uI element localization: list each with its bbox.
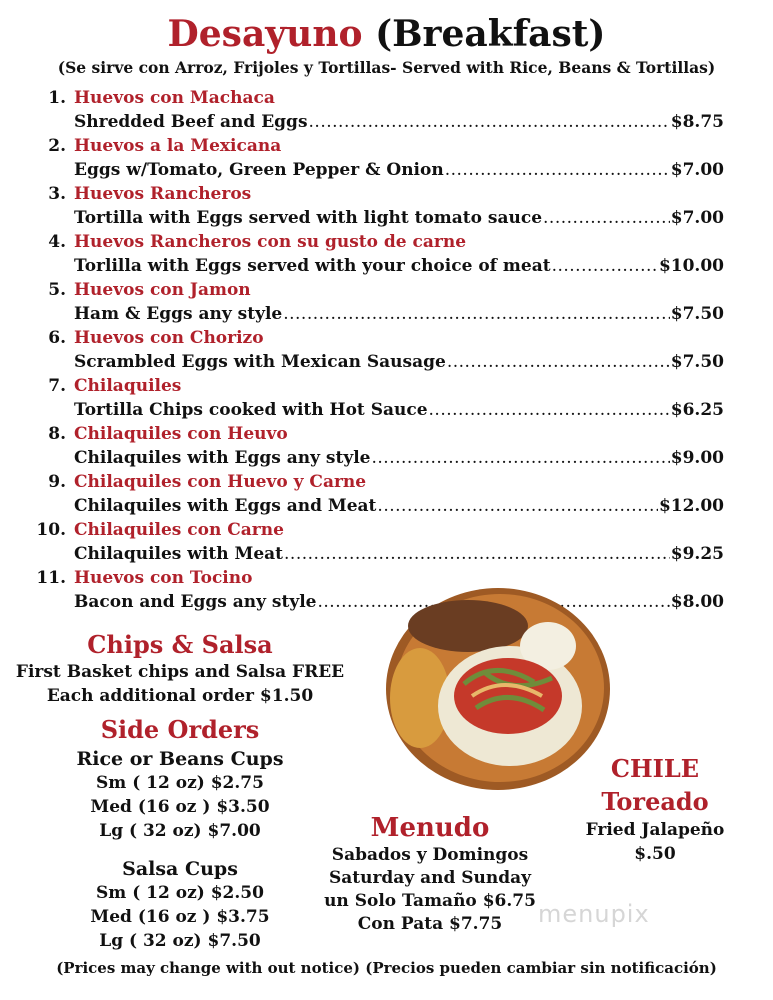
item-description: Tortilla Chips cooked with Hot Sauce [74,400,428,420]
menu-item [36,518,724,566]
item-price: $8.75 [670,112,724,132]
menupix-watermark: menupix [538,900,650,928]
dot-leader [309,110,670,134]
item-price: $7.00 [670,208,724,228]
item-description: Chilaquiles with Eggs and Meat [74,496,377,516]
item-number: 4. [48,232,66,252]
item-description: Chilaquiles with Meat [74,544,284,564]
item-description: Bacon and Eggs any style [74,592,317,612]
item-price: $7.50 [670,352,724,372]
item-description: Torlilla with Eggs served with your choice of meat [74,256,551,276]
salsa-cups-heading: Salsa Cups [122,858,238,880]
menu-item [40,470,724,518]
item-price: $9.00 [670,448,724,468]
side-orders-heading: Side Orders [100,715,260,744]
menu-item [40,182,724,230]
item-price: $9.25 [670,544,724,564]
item-description: Tortilla with Eggs served with light tomato sauce [74,208,543,228]
item-number: 2. [48,136,66,156]
title-spanish: Desayuno [167,13,363,55]
item-price: $7.00 [670,160,724,180]
dot-leader [552,254,658,278]
menu-item [40,374,724,422]
menu-item [40,134,724,182]
menu-item [40,278,724,326]
dot-leader [377,494,658,518]
item-name: Huevos con Machaca [74,88,275,108]
item-number: 5. [48,280,66,300]
salsa-medium-price: Med (16 oz ) $3.75 [90,907,270,927]
chips-additional-text: Each additional order $1.50 [46,686,314,706]
item-name: Huevos con Jamon [74,280,251,300]
dot-leader [445,158,670,182]
breakfast-menu-list [36,86,724,614]
item-price: $7.50 [670,304,724,324]
item-name: Chilaquiles con Carne [74,520,284,540]
item-description: Scrambled Eggs with Mexican Sausage [74,352,446,372]
chile-toreado-section [570,752,740,866]
item-description: Chilaquiles with Eggs any style [74,448,371,468]
item-number: 7. [48,376,66,396]
toreado-heading: Toreado [601,787,709,816]
refried-beans [408,600,528,652]
side-orders-section [60,715,300,953]
item-name: Huevos con Tocino [74,568,253,588]
salsa-large-price: Lg ( 32 oz) $7.50 [99,931,261,951]
item-number: 3. [48,184,66,204]
title-english: (Breakfast) [375,13,606,55]
menu-subtitle: (Se sirve con Arroz, Frijoles y Tortillas- Served with Rice, Beans & Tortillas) [57,58,716,77]
menu-item [40,86,724,134]
menudo-pata-price: Con Pata $7.75 [357,914,503,934]
dot-leader [371,446,669,470]
menu-item [40,422,724,470]
rice-beans-heading: Rice or Beans Cups [76,748,284,770]
chile-description: Fried Jalapeño [585,820,725,840]
page-title [0,12,773,56]
item-number: 9. [48,472,66,492]
dot-leader [543,206,670,230]
item-price: $8.00 [670,592,724,612]
chile-price: $.50 [634,844,676,864]
rice-large-price: Lg ( 32 oz) $7.00 [99,821,261,841]
item-name: Huevos Rancheros [74,184,252,204]
item-price: $6.25 [670,400,724,420]
menu-item [40,230,724,278]
item-number: 10. [36,520,66,540]
dot-leader [447,350,670,374]
item-name: Huevos a la Mexicana [74,136,282,156]
dot-leader [429,398,670,422]
item-name: Huevos Rancheros con su gusto de carne [74,232,467,252]
rice-medium-price: Med (16 oz ) $3.50 [90,797,270,817]
menu-item [40,326,724,374]
chile-heading: CHILE [610,754,700,783]
item-name: Chilaquiles con Heuvo [74,424,288,444]
item-description: Shredded Beef and Eggs [74,112,308,132]
price-notice-footer: (Prices may change with out notice) (Precios pueden cambiar sin notificación) [56,959,717,977]
item-name: Chilaquiles [74,376,182,396]
chips-heading: Chips & Salsa [87,630,273,659]
menudo-days-es: Sabados y Domingos [331,845,529,865]
item-number: 8. [48,424,66,444]
menudo-single-size-price: un Solo Tamaño $6.75 [324,891,536,911]
menudo-heading: Menudo [370,813,490,843]
chips-free-text: First Basket chips and Salsa FREE [15,662,345,682]
chips-salsa-section [10,630,350,708]
item-name: Huevos con Chorizo [74,328,264,348]
item-description: Eggs w/Tomato, Green Pepper & Onion [74,160,444,180]
dot-leader [283,302,670,326]
item-name: Chilaquiles con Huevo y Carne [74,472,367,492]
item-price: $12.00 [658,496,724,516]
item-number: 1. [48,88,66,108]
item-description: Ham & Eggs any style [74,304,283,324]
rice-small-price: Sm ( 12 oz) $2.75 [96,773,264,793]
dot-leader [284,542,670,566]
item-number: 6. [48,328,66,348]
item-price: $10.00 [658,256,724,276]
menudo-days-en: Saturday and Sunday [328,868,532,888]
menudo-section [300,812,560,936]
menu-item [36,566,724,614]
item-number: 11. [36,568,66,588]
salsa-small-price: Sm ( 12 oz) $2.50 [96,883,264,903]
